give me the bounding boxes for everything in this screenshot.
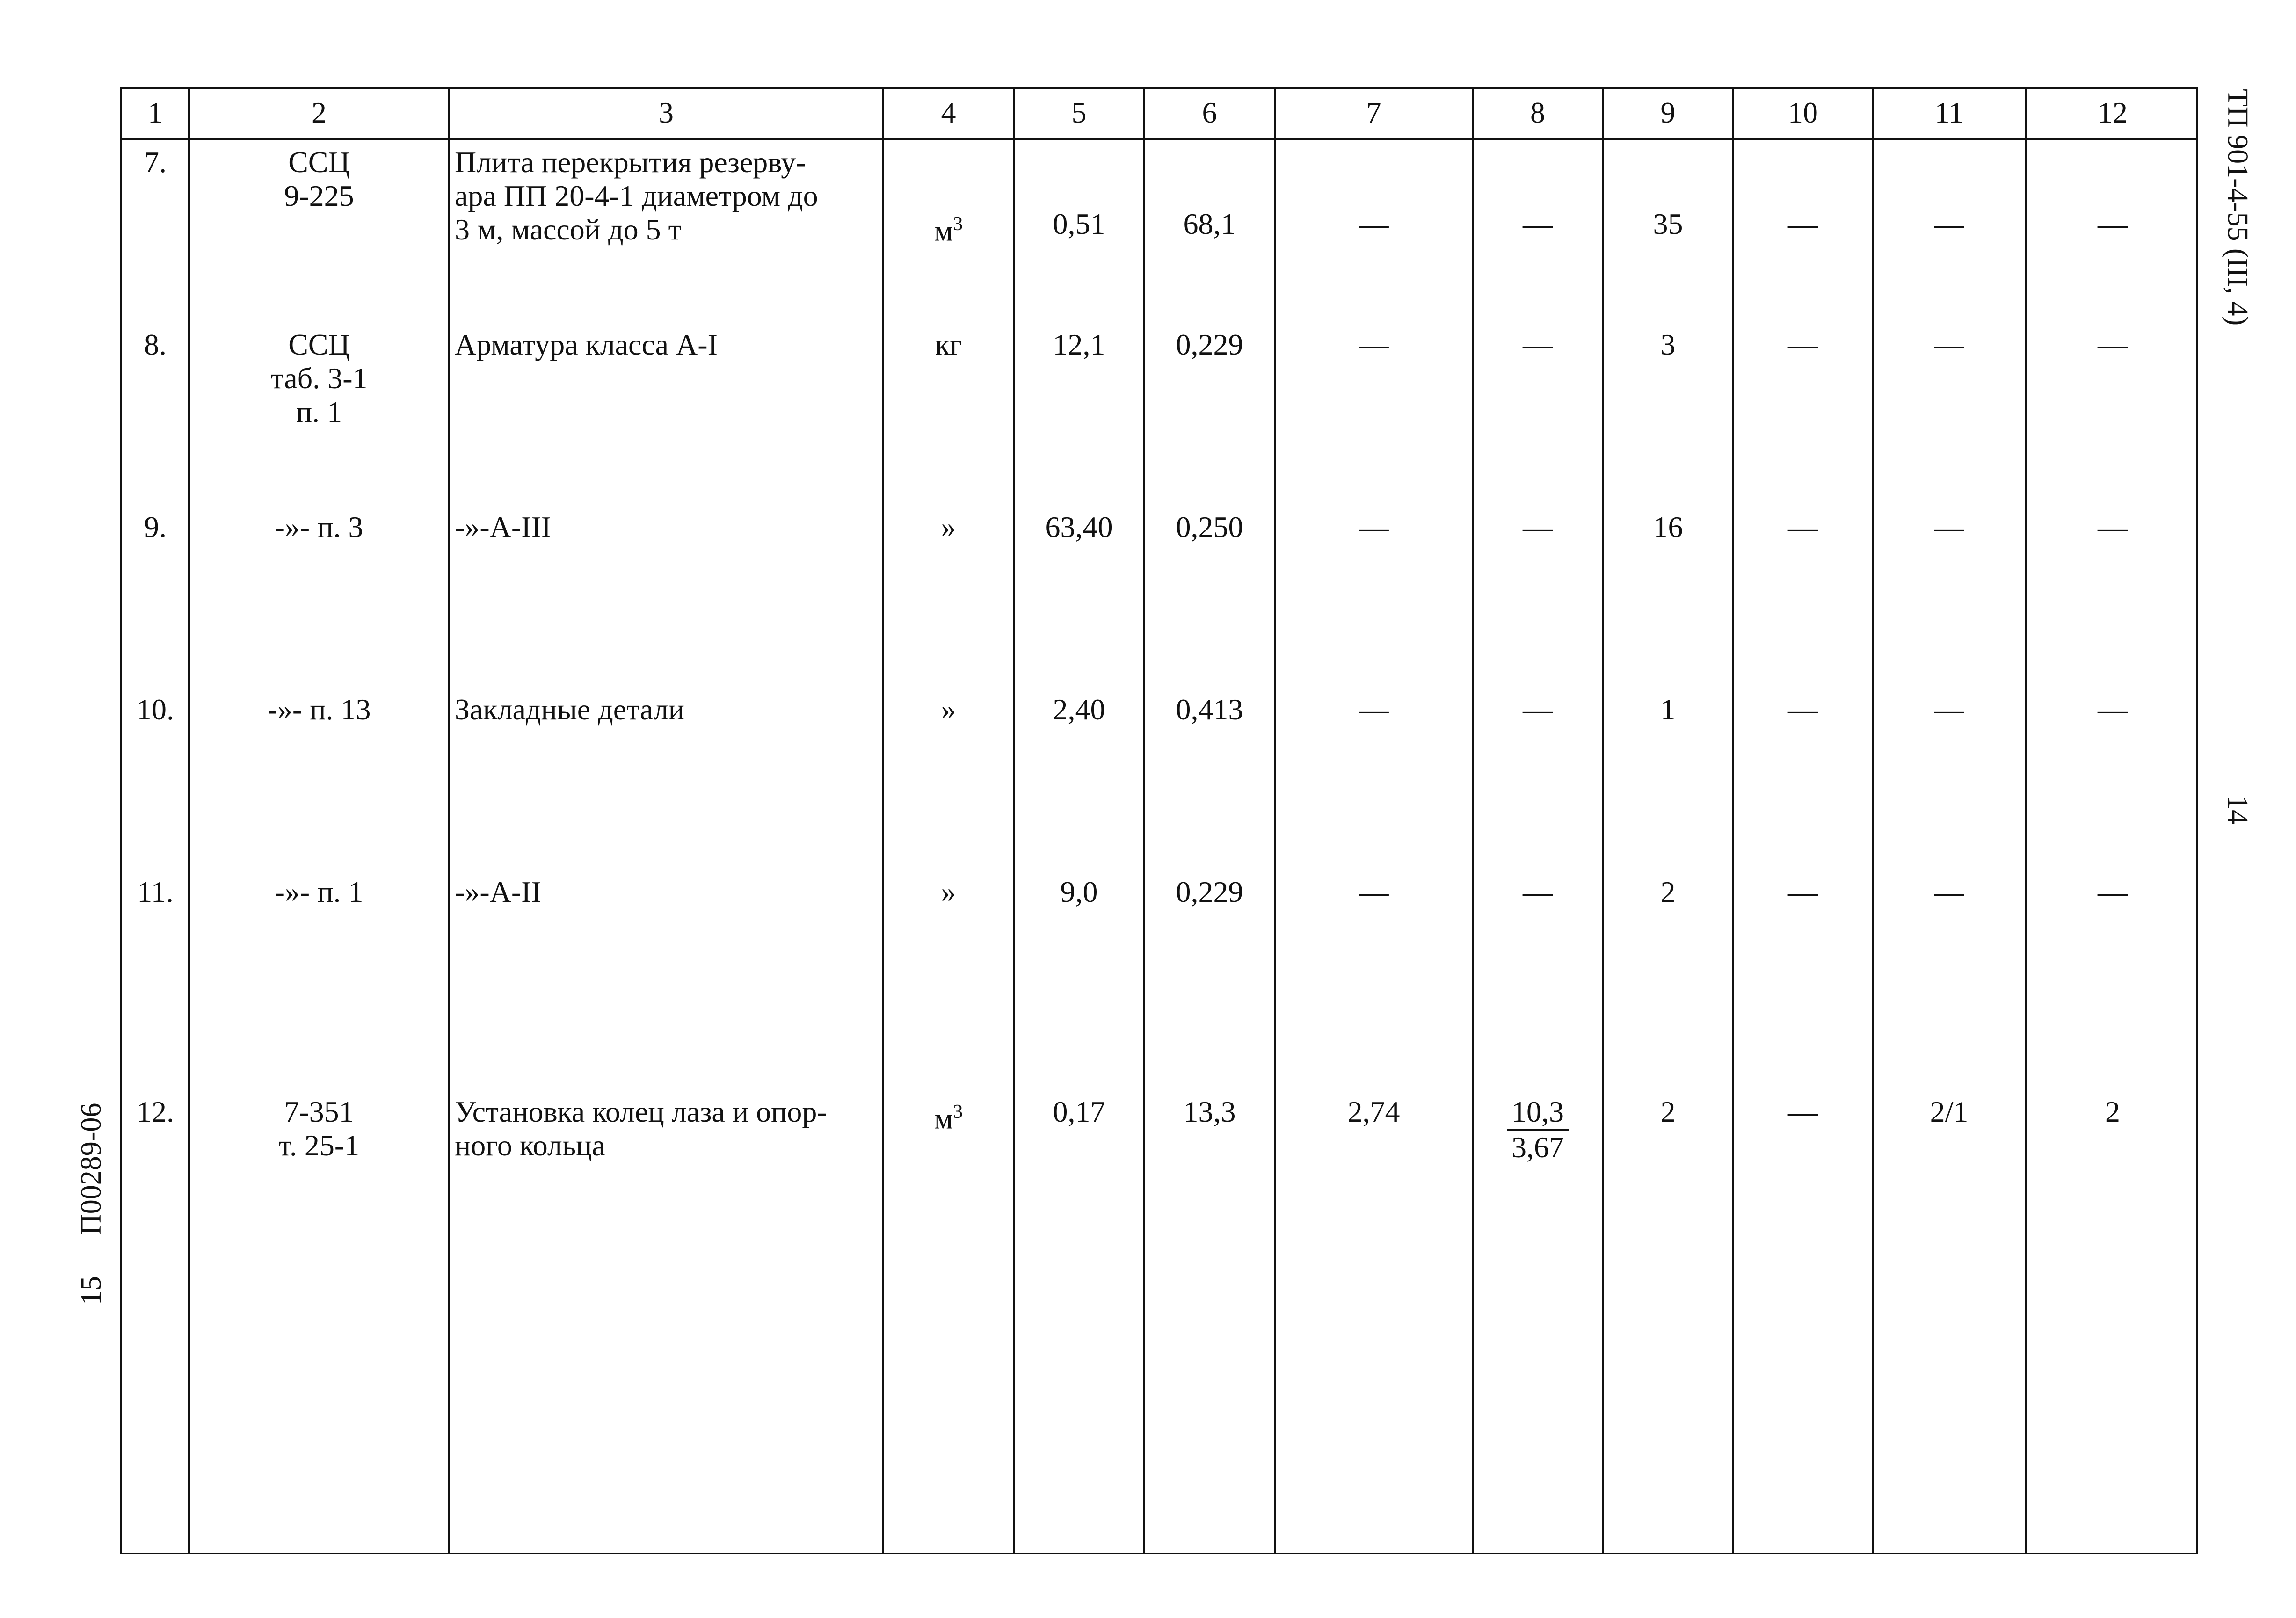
row-number: 7. [144,145,167,179]
unit-label: кг [935,328,962,361]
value-col-9: 16 [1653,510,1683,544]
column-divider [448,89,450,1553]
unit-exponent: 3 [953,213,963,235]
page-number-right: 14 [2222,795,2253,824]
row-number: 8. [144,328,167,361]
document-code: ТП 901-4-55 (III, 4) [2222,89,2253,326]
value-col-11: — [1934,328,1964,361]
header-divider [122,138,2196,140]
unit-of-measure [883,875,1014,909]
work-description: Закладные детали [455,693,684,726]
work-description: ара ПП 20-4-1 диаметром до [455,179,818,212]
value-col-11: — [1934,510,1964,544]
norm-reference: п. 1 [296,395,342,428]
column-header-11: 11 [1934,96,1964,129]
fraction-numerator: 10,3 [1507,1095,1569,1131]
value-col-7: — [1359,875,1389,908]
column-divider [1602,89,1604,1553]
column-header-7: 7 [1366,96,1381,129]
work-description: -»-А-II [455,875,541,908]
column-divider [1472,89,1474,1553]
unit-label: м [934,214,953,247]
value-col-5: 63,40 [1045,510,1113,544]
column-header-8: 8 [1530,96,1545,129]
value-col-8 [1473,1095,1603,1164]
value-col-5: 2,40 [1053,693,1105,726]
value-col-5: 12,1 [1053,328,1105,361]
unit-of-measure [883,510,1014,544]
value-col-7: — [1359,693,1389,726]
norm-reference: 7-351 [284,1095,354,1128]
norm-reference: таб. 3-1 [270,362,368,395]
norm-reference: 9-225 [284,179,354,212]
value-col-9: 1 [1660,693,1676,726]
estimate-table [120,87,2198,1554]
value-col-10: — [1788,875,1818,908]
value-col-10: — [1788,207,1818,240]
work-description: Арматура класса А-I [455,328,718,361]
value-col-10: — [1788,1095,1818,1128]
norm-reference: ССЦ [288,145,350,179]
fraction-denominator: 3,67 [1511,1131,1564,1164]
value-col-12: — [2098,875,2128,908]
value-col-5: 0,51 [1053,207,1105,240]
value-col-7: — [1359,207,1389,240]
norm-reference: -»- п. 1 [275,875,363,908]
value-col-7: — [1359,510,1389,544]
work-description: Плита перекрытия резерву- [455,145,806,179]
column-header-4: 4 [941,96,956,129]
value-col-5: 9,0 [1060,875,1098,908]
unit-exponent: 3 [953,1101,963,1123]
column-divider [1872,89,1874,1553]
value-col-9: 2 [1660,875,1676,908]
unit-label: » [941,693,956,726]
value-col-6: 0,229 [1176,875,1243,908]
value-col-12: — [2098,693,2128,726]
column-divider [882,89,884,1553]
column-divider [1274,89,1276,1553]
column-divider [1013,89,1015,1553]
norm-reference: ССЦ [288,328,350,361]
work-description: -»-А-III [455,510,552,544]
value-col-6: 0,250 [1176,510,1243,544]
unit-label: » [941,510,956,544]
row-number: 9. [144,510,167,544]
unit-of-measure [883,207,1014,247]
row-number: 10. [137,693,174,726]
value-col-5: 0,17 [1053,1095,1105,1128]
value-col-8: — [1523,207,1553,240]
row-number: 11. [137,875,174,908]
column-header-2: 2 [312,96,327,129]
value-col-9: 3 [1660,328,1676,361]
column-header-10: 10 [1788,96,1818,129]
value-col-11: — [1934,693,1964,726]
unit-of-measure [883,328,1014,362]
row-number: 12. [137,1095,174,1128]
column-divider [1732,89,1734,1553]
value-col-12: 2 [2105,1095,2120,1128]
column-divider [1143,89,1145,1553]
norm-reference: -»- п. 3 [275,510,363,544]
archive-code: П00289-06 [75,1103,107,1235]
value-col-8: — [1523,693,1553,726]
unit-label: » [941,875,956,908]
value-col-10: — [1788,693,1818,726]
value-col-9: 2 [1660,1095,1676,1128]
value-col-12: — [2098,207,2128,240]
column-header-5: 5 [1071,96,1087,129]
work-description: Установка колец лаза и опор- [455,1095,827,1128]
page-number-left: 15 [75,1276,107,1305]
norm-reference: -»- п. 13 [267,693,371,726]
unit-of-measure [883,693,1014,726]
fraction-value [1507,1095,1569,1164]
work-description: 3 м, массой до 5 т [455,213,682,246]
unit-label: м [934,1102,953,1135]
value-col-12: — [2098,510,2128,544]
value-col-8: — [1523,875,1553,908]
value-col-10: — [1788,510,1818,544]
value-col-9: 35 [1653,207,1683,240]
value-col-11: — [1934,875,1964,908]
column-divider [188,89,190,1553]
value-col-6: 0,229 [1176,328,1243,361]
unit-of-measure [883,1095,1014,1135]
value-col-7: — [1359,328,1389,361]
value-col-11: 2/1 [1930,1095,1969,1128]
value-col-8: — [1523,510,1553,544]
value-col-8: — [1523,328,1553,361]
column-header-6: 6 [1202,96,1217,129]
column-header-12: 12 [2098,96,2128,129]
value-col-7: 2,74 [1347,1095,1400,1128]
column-divider [2025,89,2027,1553]
work-description: ного кольца [455,1129,605,1162]
value-col-11: — [1934,207,1964,240]
value-col-6: 0,413 [1176,693,1243,726]
norm-reference: т. 25-1 [278,1129,360,1162]
column-header-3: 3 [659,96,674,129]
column-header-1: 1 [148,96,163,129]
value-col-12: — [2098,328,2128,361]
value-col-6: 13,3 [1183,1095,1236,1128]
value-col-10: — [1788,328,1818,361]
value-col-6: 68,1 [1183,207,1236,240]
column-header-9: 9 [1660,96,1676,129]
